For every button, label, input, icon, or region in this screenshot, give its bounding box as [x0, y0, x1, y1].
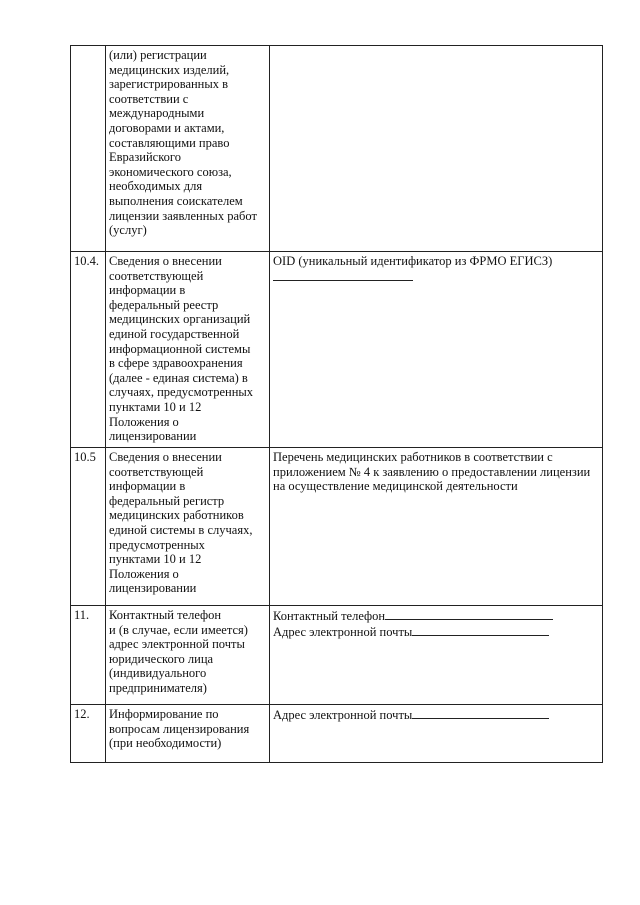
email-label: Адрес электронной почты [273, 708, 413, 722]
label-line: (индивидуального [109, 666, 207, 681]
label-line: (при необходимости) [109, 736, 222, 751]
label-line: единой государственной [109, 326, 240, 341]
label-line: юридического лица [109, 651, 214, 666]
label-line: информации в [109, 479, 186, 494]
table-row [71, 606, 603, 705]
row-value [270, 46, 603, 252]
label-line: необходимых для [109, 179, 203, 194]
email-label: Адрес электронной почты [273, 624, 413, 639]
value-line: на осуществление медицинской деятельности [273, 479, 518, 494]
label-line: лицензировании [109, 429, 197, 444]
label-line: (услуг) [109, 223, 147, 238]
label-line: в сфере здравоохранения [109, 356, 243, 371]
label-line: договорами и актами, [109, 120, 225, 135]
label-line: Информирование по [109, 707, 219, 721]
label-line: международными [109, 106, 205, 121]
email-field [273, 624, 599, 640]
label-line: пунктами 10 и 12 [109, 552, 202, 567]
value-line: приложением № 4 к заявлению о предоставлении лицензии [273, 464, 591, 479]
row-label [106, 448, 270, 606]
row-label [106, 252, 270, 448]
oid-input-line[interactable] [273, 269, 413, 281]
label-line: случаях, предусмотренных [109, 385, 254, 400]
label-line: составляющими право [109, 135, 230, 150]
label-line: федеральный реестр [109, 297, 219, 312]
row-label [106, 705, 270, 763]
row-number: 10.5 [71, 448, 106, 606]
row-value [270, 448, 603, 606]
table-row [71, 705, 603, 763]
row-value [270, 252, 603, 448]
label-line: вопросам лицензирования [109, 721, 250, 736]
label-line: медицинских изделий, [109, 62, 230, 77]
table-row [71, 46, 603, 252]
row-value [270, 606, 603, 705]
label-line: Положения о [109, 414, 179, 429]
label-line: соответствующей [109, 268, 204, 283]
license-application-table [70, 45, 603, 763]
label-line: информации в [109, 283, 186, 298]
label-line: (далее - единая система) в [109, 370, 248, 385]
label-line: предусмотренных [109, 537, 205, 552]
label-line: медицинских работников [109, 508, 244, 523]
label-line: соответствии с [109, 91, 189, 106]
row-label [106, 606, 270, 705]
label-line: выполнения соискателем [109, 193, 243, 208]
label-line: единой системы в случаях, [109, 522, 253, 537]
label-line: медицинских организаций [109, 312, 251, 327]
label-line: зарегистрированных в [109, 77, 229, 92]
label-line: пунктами 10 и 12 [109, 399, 202, 414]
label-line: адрес электронной почты [109, 637, 245, 652]
label-line: информационной системы [109, 341, 251, 356]
row-number: 10.4. [71, 252, 106, 448]
row-label [106, 46, 270, 252]
phone-field [273, 608, 599, 624]
row-value [270, 705, 603, 763]
email-input-line[interactable] [412, 624, 549, 636]
row-number [71, 46, 106, 252]
label-line: лицензии заявленных работ [109, 208, 257, 223]
label-line: лицензировании [109, 581, 197, 596]
label-line: Положения о [109, 566, 179, 581]
label-line: экономического союза, [109, 164, 232, 179]
phone-label: Контактный телефон [273, 609, 386, 623]
oid-label: OID (уникальный идентификатор из ФРМО ЕГИСЗ) [273, 254, 553, 268]
value-line: Перечень медицинских работников в соответствии с [273, 450, 553, 464]
label-line: федеральный регистр [109, 493, 225, 508]
label-line: Контактный телефон [109, 608, 222, 622]
label-line: Евразийского [109, 150, 181, 165]
table-row [71, 252, 603, 448]
label-line: Сведения о внесении [109, 450, 222, 464]
row-number: 11. [71, 606, 106, 705]
label-line: Сведения о внесении [109, 254, 222, 268]
label-line: соответствующей [109, 464, 204, 479]
email-input-line[interactable] [412, 707, 549, 719]
label-line: предпринимателя) [109, 680, 207, 695]
label-line: и (в случае, если имеется) [109, 622, 248, 637]
row-number: 12. [71, 705, 106, 763]
label-line: (или) регистрации [109, 48, 207, 62]
phone-input-line[interactable] [385, 608, 553, 620]
email-field [273, 707, 599, 723]
table-row [71, 448, 603, 606]
